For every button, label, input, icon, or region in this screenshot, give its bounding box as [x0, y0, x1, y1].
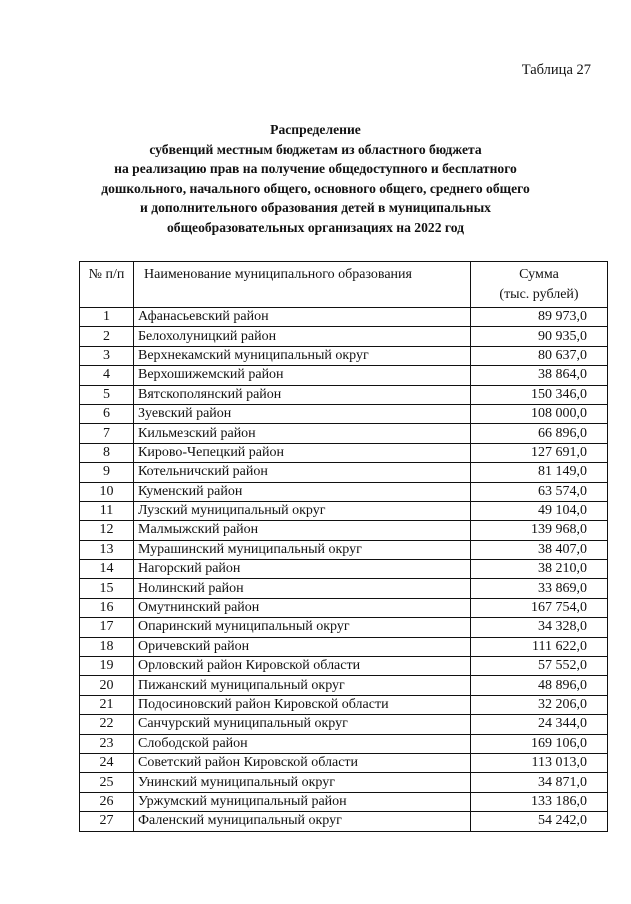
heading-line: общеобразовательных организациях на 2022 год — [166, 219, 465, 235]
column-header-name: Наименование муниципального образования — [134, 262, 471, 308]
municipality-name: Советский район Кировской области — [134, 753, 471, 772]
row-number: 22 — [80, 715, 134, 734]
row-number: 19 — [80, 657, 134, 676]
municipality-name: Омутнинский район — [134, 598, 471, 617]
subvention-sum: 24 344,0 — [471, 715, 608, 734]
municipality-name: Афанасьевский район — [134, 308, 471, 327]
municipality-name: Лузский муниципальный округ — [134, 501, 471, 520]
municipality-name: Верхошижемский район — [134, 366, 471, 385]
row-number: 4 — [80, 366, 134, 385]
row-number: 27 — [80, 812, 134, 831]
row-number: 11 — [80, 501, 134, 520]
subvention-sum: 32 206,0 — [471, 695, 608, 714]
subvention-sum: 34 871,0 — [471, 773, 608, 792]
table-row — [80, 308, 608, 327]
table-row — [80, 463, 608, 482]
row-number: 8 — [80, 443, 134, 462]
table-row — [80, 579, 608, 598]
table-row — [80, 540, 608, 559]
table-row — [80, 734, 608, 753]
subvention-sum: 133 186,0 — [471, 792, 608, 811]
table-number-label: Таблица 27 — [521, 62, 591, 78]
subvention-sum: 127 691,0 — [471, 443, 608, 462]
row-number: 26 — [80, 792, 134, 811]
column-header-sum-unit: (тыс. рублей) — [499, 287, 579, 302]
table-row — [80, 482, 608, 501]
table-row — [80, 521, 608, 540]
subvention-sum: 49 104,0 — [471, 501, 608, 520]
table-row — [80, 385, 608, 404]
row-number: 25 — [80, 773, 134, 792]
subvention-sum: 81 149,0 — [471, 463, 608, 482]
document-heading — [0, 120, 631, 238]
municipality-name: Кильмезский район — [134, 424, 471, 443]
row-number: 14 — [80, 560, 134, 579]
subvention-sum: 34 328,0 — [471, 618, 608, 637]
subvention-sum: 38 864,0 — [471, 366, 608, 385]
subvention-sum: 57 552,0 — [471, 657, 608, 676]
municipality-name: Опаринский муниципальный округ — [134, 618, 471, 637]
heading-line: на реализацию прав на получение общедоступного и бесплатного — [114, 161, 517, 177]
municipality-name: Зуевский район — [134, 404, 471, 423]
municipality-name: Фаленский муниципальный округ — [134, 812, 471, 831]
table-row — [80, 695, 608, 714]
row-number: 9 — [80, 463, 134, 482]
subvention-sum: 111 622,0 — [471, 637, 608, 656]
row-number: 1 — [80, 308, 134, 327]
row-number: 3 — [80, 346, 134, 365]
subvention-sum: 80 637,0 — [471, 346, 608, 365]
row-number: 16 — [80, 598, 134, 617]
table-row — [80, 637, 608, 656]
municipality-name: Белохолуницкий район — [134, 327, 471, 346]
municipality-name: Оричевский район — [134, 637, 471, 656]
subvention-sum: 89 973,0 — [471, 308, 608, 327]
table-row — [80, 346, 608, 365]
municipality-name: Вятскополянский район — [134, 385, 471, 404]
subvention-sum: 169 106,0 — [471, 734, 608, 753]
column-header-sum-title: Сумма — [519, 267, 559, 282]
row-number: 7 — [80, 424, 134, 443]
municipality-name: Мурашинский муниципальный округ — [134, 540, 471, 559]
row-number: 2 — [80, 327, 134, 346]
table-row — [80, 812, 608, 831]
subvention-sum: 33 869,0 — [471, 579, 608, 598]
subvention-sum: 63 574,0 — [471, 482, 608, 501]
table-row — [80, 501, 608, 520]
table-row — [80, 366, 608, 385]
municipality-name: Куменский район — [134, 482, 471, 501]
heading-line: и дополнительного образования детей в муниципальных — [140, 200, 491, 216]
municipality-name: Уржумский муниципальный район — [134, 792, 471, 811]
subvention-sum: 150 346,0 — [471, 385, 608, 404]
column-header-sum — [471, 262, 608, 308]
heading-line: Распределение — [270, 122, 361, 137]
table-row — [80, 327, 608, 346]
municipality-name: Котельничский район — [134, 463, 471, 482]
subvention-sum: 66 896,0 — [471, 424, 608, 443]
municipality-name: Санчурский муниципальный округ — [134, 715, 471, 734]
row-number: 15 — [80, 579, 134, 598]
row-number: 20 — [80, 676, 134, 695]
row-number: 18 — [80, 637, 134, 656]
municipality-name: Верхнекамский муниципальный округ — [134, 346, 471, 365]
heading-line: субвенций местным бюджетам из областного бюджета — [149, 141, 482, 157]
row-number: 12 — [80, 521, 134, 540]
table-row — [80, 404, 608, 423]
municipality-name: Подосиновский район Кировской области — [134, 695, 471, 714]
subvention-sum: 54 242,0 — [471, 812, 608, 831]
municipality-name: Слободской район — [134, 734, 471, 753]
row-number: 17 — [80, 618, 134, 637]
subvention-sum: 38 210,0 — [471, 560, 608, 579]
municipality-name: Унинский муниципальный округ — [134, 773, 471, 792]
municipality-name: Нагорский район — [134, 560, 471, 579]
table-body — [80, 308, 608, 832]
table-header-row — [80, 262, 608, 308]
municipality-name: Нолинский район — [134, 579, 471, 598]
subvention-sum: 108 000,0 — [471, 404, 608, 423]
table-row — [80, 598, 608, 617]
column-header-number: № п/п — [80, 262, 134, 308]
municipality-name: Пижанский муниципальный округ — [134, 676, 471, 695]
table-row — [80, 792, 608, 811]
subvention-sum: 167 754,0 — [471, 598, 608, 617]
table-row — [80, 657, 608, 676]
table-row — [80, 753, 608, 772]
table-row — [80, 560, 608, 579]
subvention-sum: 113 013,0 — [471, 753, 608, 772]
table-row — [80, 618, 608, 637]
row-number: 10 — [80, 482, 134, 501]
table-row — [80, 773, 608, 792]
subvention-sum: 90 935,0 — [471, 327, 608, 346]
row-number: 5 — [80, 385, 134, 404]
table-row — [80, 676, 608, 695]
row-number: 24 — [80, 753, 134, 772]
subvention-sum: 139 968,0 — [471, 521, 608, 540]
table-row — [80, 715, 608, 734]
row-number: 23 — [80, 734, 134, 753]
subvention-sum: 48 896,0 — [471, 676, 608, 695]
subvention-sum: 38 407,0 — [471, 540, 608, 559]
municipality-name: Малмыжский район — [134, 521, 471, 540]
subvention-distribution-table — [79, 261, 608, 832]
row-number: 6 — [80, 404, 134, 423]
municipality-name: Орловский район Кировской области — [134, 657, 471, 676]
municipality-name: Кирово-Чепецкий район — [134, 443, 471, 462]
table-row — [80, 424, 608, 443]
table-row — [80, 443, 608, 462]
row-number: 13 — [80, 540, 134, 559]
heading-line: дошкольного, начального общего, основного общего, среднего общего — [101, 180, 530, 196]
row-number: 21 — [80, 695, 134, 714]
